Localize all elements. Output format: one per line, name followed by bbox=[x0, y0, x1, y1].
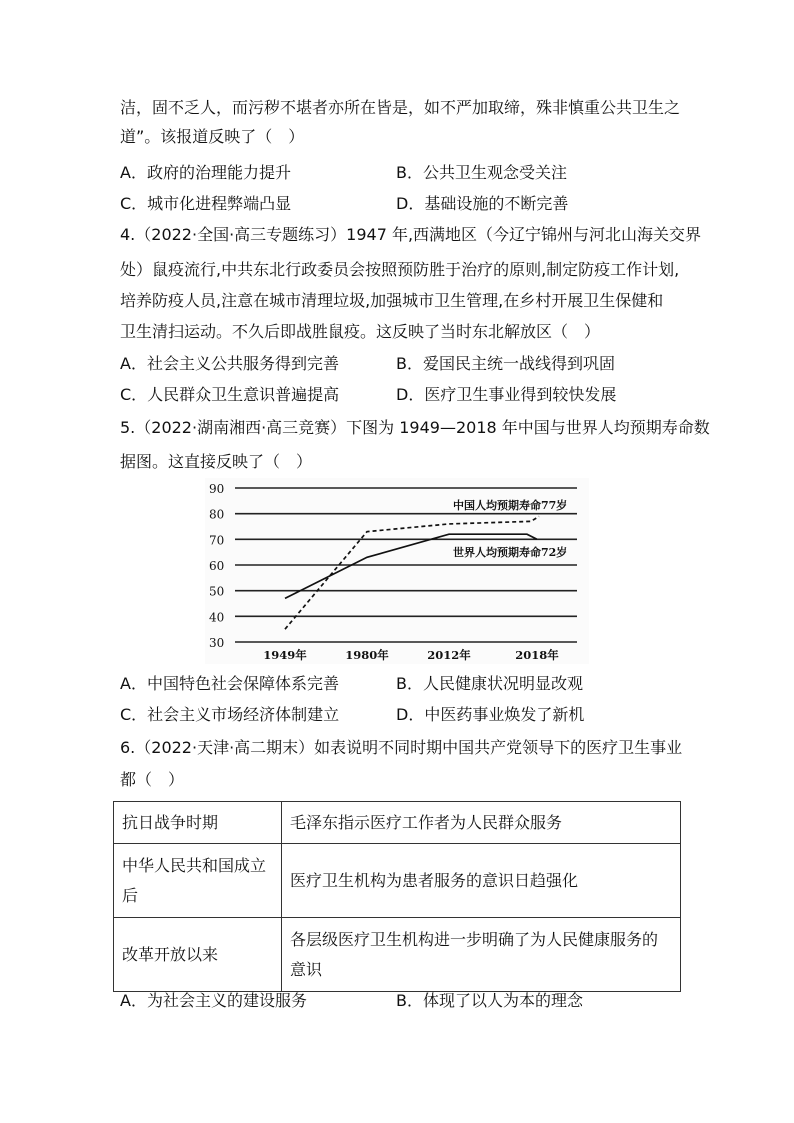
table-cell-period: 改革开放以来 bbox=[114, 918, 282, 992]
q6-line-2: 都（ ） bbox=[120, 770, 185, 789]
q5-option-b: B．人民健康状况明显改观 bbox=[396, 674, 583, 693]
intro-line-2: 道”。该报道反映了（ ） bbox=[120, 127, 305, 146]
y-tick-label: 50 bbox=[209, 584, 225, 599]
table-cell-content bbox=[282, 918, 681, 992]
q4-option-a: A．社会主义公共服务得到完善 bbox=[120, 354, 339, 373]
y-tick-label: 70 bbox=[209, 533, 225, 548]
q6-option-a: A．为社会主义的建设服务 bbox=[120, 991, 307, 1010]
x-tick-label: 1980年 bbox=[345, 648, 389, 662]
q6-table bbox=[113, 801, 681, 992]
q5-option-d: D．中医药事业焕发了新机 bbox=[396, 705, 585, 724]
q4-line-3: 培养防疫人员,注意在城市清理垃圾,加强城市卫生管理,在乡村开展卫生保健和 bbox=[120, 291, 664, 310]
q4-line-2: 处）鼠疫流行,中共东北行政委员会按照预防胜于治疗的原则,制定防疫工作计划, bbox=[120, 260, 680, 279]
q3-option-d: D．基础设施的不断完善 bbox=[396, 194, 569, 213]
q4-option-d: D．医疗卫生事业得到较快发展 bbox=[396, 385, 617, 404]
table-cell-content: 毛泽东指示医疗工作者为人民群众服务 bbox=[282, 802, 681, 844]
q4-option-b: B．爱国民主统一战线得到巩固 bbox=[396, 354, 615, 373]
q3-option-c: C．城市化进程弊端凸显 bbox=[120, 194, 292, 213]
y-tick-label: 80 bbox=[209, 507, 225, 522]
q5-option-a: A．中国特色社会保障体系完善 bbox=[120, 674, 339, 693]
q4-option-c: C．人民群众卫生意识普遍提高 bbox=[120, 385, 340, 404]
series-label: 世界人均预期寿命72岁 bbox=[453, 546, 568, 559]
q4-line-1: 4.（2022·全国·高三专题练习）1947 年,西满地区（今辽宁锦州与河北山海关交界 bbox=[120, 225, 702, 244]
q6-option-b: B．体现了以人为本的理念 bbox=[396, 991, 583, 1010]
intro-line-1: 洁，固不乏人，而污秽不堪者亦所在皆是，如不严加取缔，殊非慎重公共卫生之 bbox=[120, 98, 681, 117]
table-cell-period-line-2: 后 bbox=[122, 885, 139, 905]
table-row bbox=[114, 802, 681, 844]
q3-option-a: A．政府的治理能力提升 bbox=[120, 163, 291, 182]
table-row bbox=[114, 918, 681, 992]
life-expectancy-chart bbox=[205, 478, 589, 664]
x-tick-label: 1949年 bbox=[263, 648, 307, 662]
table-cell-content-line-1: 各层级医疗卫生机构进一步明确了为人民健康服务的 bbox=[290, 929, 659, 949]
x-tick-label: 2018年 bbox=[515, 648, 559, 662]
y-tick-label: 60 bbox=[209, 559, 225, 573]
q5-option-c: C．社会主义市场经济体制建立 bbox=[120, 705, 340, 724]
table-cell-period: 抗日战争时期 bbox=[114, 802, 282, 844]
q3-option-b: B．公共卫生观念受关注 bbox=[396, 163, 567, 182]
table-cell-content: 医疗卫生机构为患者服务的意识日趋强化 bbox=[282, 844, 681, 918]
table-cell-period-line-1: 中华人民共和国成立 bbox=[122, 855, 267, 875]
y-tick-label: 40 bbox=[209, 610, 225, 625]
q4-line-4: 卫生清扫运动。不久后即战胜鼠疫。这反映了当时东北解放区（ ） bbox=[120, 322, 601, 341]
table-cell-content-line-2: 意识 bbox=[290, 959, 323, 979]
y-tick-label: 90 bbox=[209, 482, 225, 496]
q6-line-1: 6.（2022·天津·高二期末）如表说明不同时期中国共产党领导下的医疗卫生事业 bbox=[120, 738, 683, 757]
series-label: 中国人均预期寿命77岁 bbox=[453, 499, 568, 512]
y-tick-label: 30 bbox=[209, 636, 225, 650]
x-tick-label: 2012年 bbox=[427, 648, 471, 662]
table-row bbox=[114, 844, 681, 918]
q5-line-2: 据图。这直接反映了（ ） bbox=[120, 452, 313, 471]
q5-line-1: 5.（2022·湖南湘西·高三竞赛）下图为 1949—2018 年中国与世界人均预期寿命数 bbox=[120, 418, 710, 437]
table-cell-period bbox=[114, 844, 282, 918]
